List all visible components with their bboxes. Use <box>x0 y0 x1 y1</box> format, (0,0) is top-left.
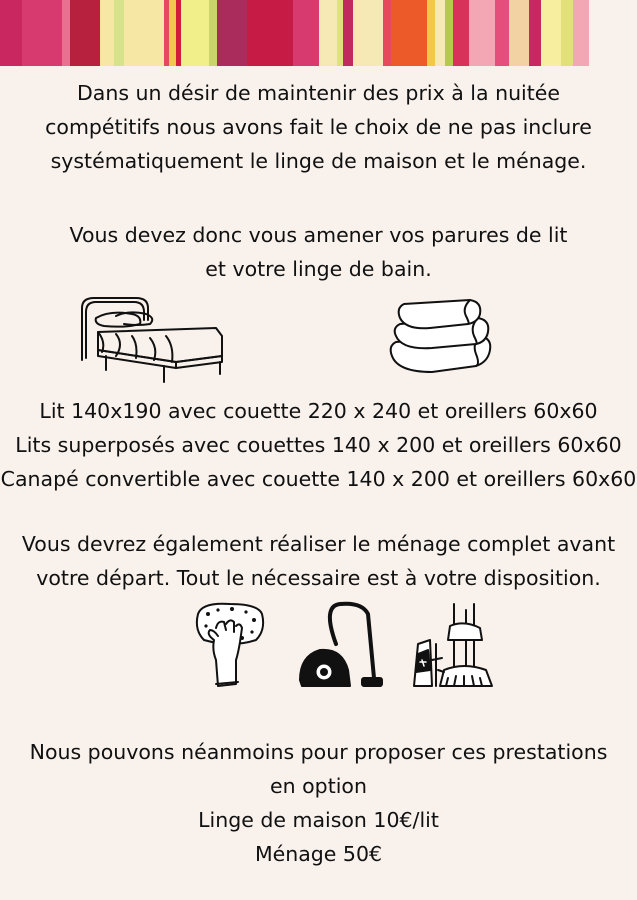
gloved-hand-sponge-icon <box>192 600 268 690</box>
cleaning-line: votre départ. Tout le nécessaire est à votre disposition. <box>36 566 601 590</box>
linen-price: Linge de maison 10€/lit <box>198 808 439 832</box>
intro-line: Dans un désir de maintenir des prix à la nuitée <box>76 81 561 105</box>
intro-line: systématiquement le linge de maison et le ménage. <box>50 149 587 173</box>
bed-size-line: Canapé convertible avec couette 140 x 200 et oreillers 60x60 <box>0 467 637 491</box>
intro-paragraph <box>0 76 637 178</box>
cleaning-price: Ménage 50€ <box>254 842 383 866</box>
options-paragraph <box>0 735 637 871</box>
options-line: Nous pouvons néanmoins pour proposer ces prestations <box>29 740 608 764</box>
options-line: en option <box>270 774 367 798</box>
bed-size-line: Lits superposés avec couettes 140 x 200 et oreillers 60x60 <box>15 433 622 457</box>
cleaning-line: Vous devrez également réaliser le ménage complet avant <box>21 532 616 556</box>
bed-sizes-list <box>0 394 637 496</box>
bring-linen-paragraph <box>0 218 637 286</box>
folded-towels-icon <box>384 296 496 374</box>
intro-line: compétitifs nous avons fait le choix de ne pas inclure <box>45 115 592 139</box>
cleaning-paragraph <box>0 527 637 595</box>
cleaning-supplies-icon <box>408 600 500 690</box>
bring-line: Vous devez donc vous amener vos parures de lit <box>69 223 568 247</box>
bed-size-line: Lit 140x190 avec couette 220 x 240 et oreillers 60x60 <box>39 399 598 423</box>
vacuum-cleaner-icon <box>296 600 388 690</box>
decorative-stripe-banner <box>0 0 637 66</box>
bed-icon <box>76 292 230 384</box>
bring-line: et votre linge de bain. <box>205 257 432 281</box>
